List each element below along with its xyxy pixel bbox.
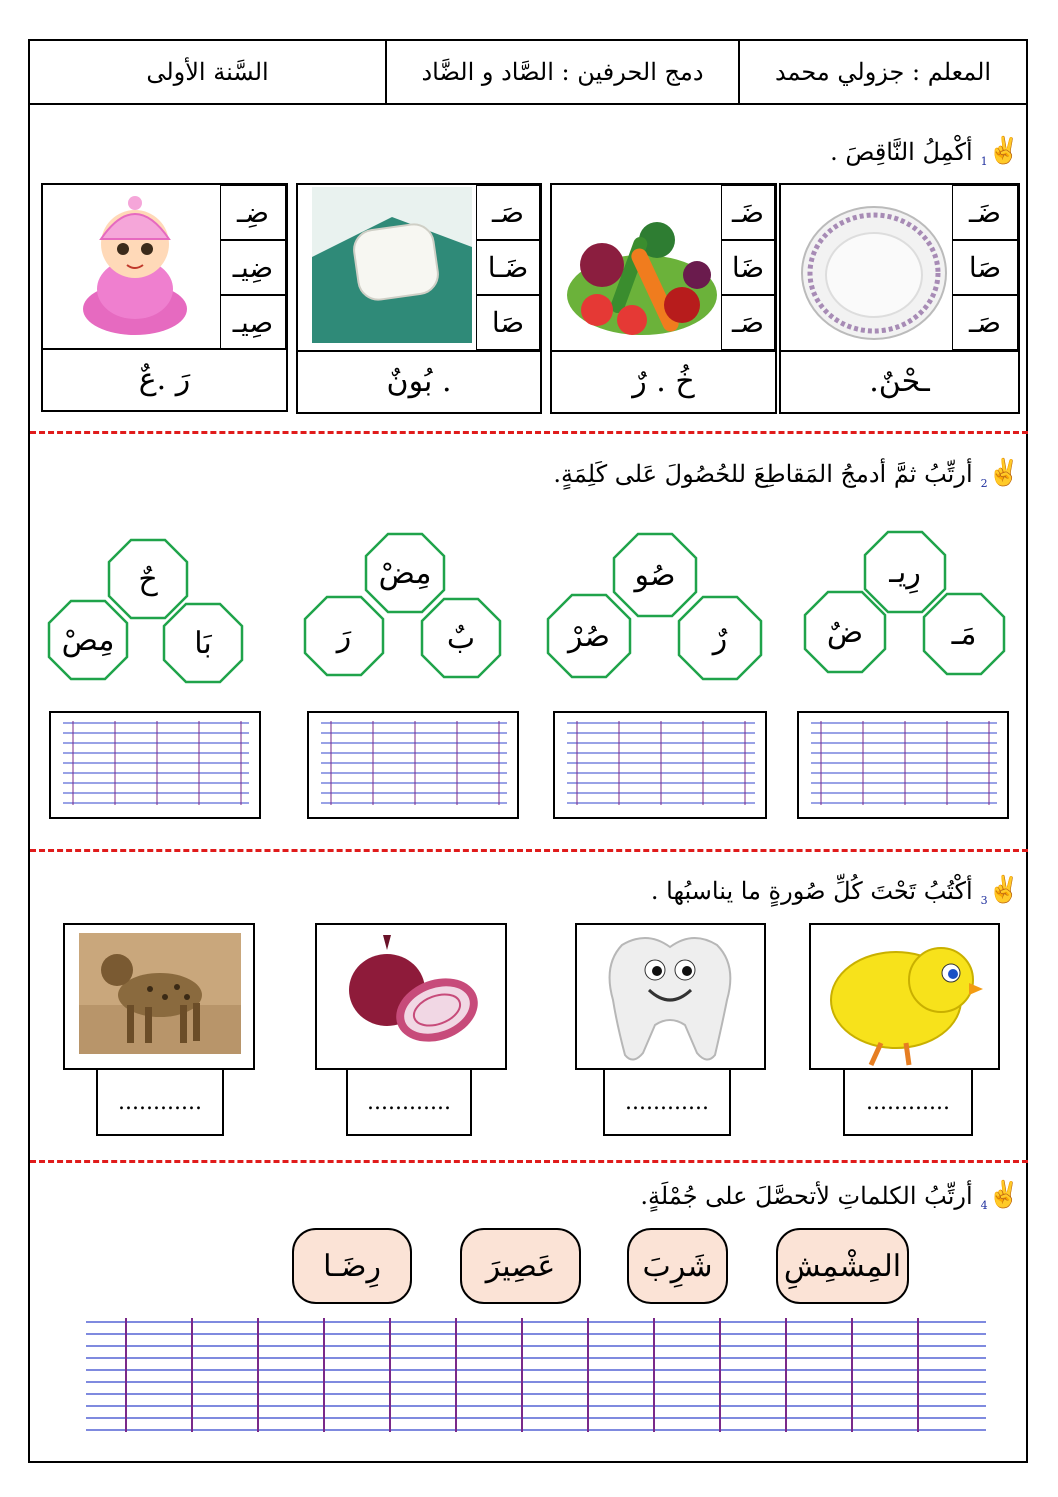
word-pill[interactable]: المِشْمِشِ [776, 1228, 909, 1304]
word-pill[interactable]: شَرِبَ [627, 1228, 728, 1304]
hyena-picture-frame [63, 923, 255, 1070]
tooth-image [577, 925, 764, 1068]
section-divider [30, 1160, 1028, 1163]
syllable-hexagon[interactable]: صُرْ [546, 593, 632, 679]
writing-grid[interactable] [797, 711, 1009, 819]
syllable-hexagon[interactable]: مَـ [922, 592, 1006, 676]
hyena-image [65, 925, 253, 1068]
option[interactable]: ضَا [721, 240, 775, 295]
writing-grid[interactable] [307, 711, 519, 819]
exercise2-header [553, 458, 1020, 490]
incomplete-word: رَ .عٌ [138, 361, 191, 397]
section-divider [30, 849, 1028, 852]
hand-number-icon: $✌_2$ [980, 458, 1020, 491]
option[interactable]: ضَـ [721, 185, 775, 240]
incomplete-word: خُ . رٌ [632, 363, 695, 399]
exercise1-card-plate [779, 183, 1020, 414]
syllable-hexagon[interactable]: مِصْ [47, 599, 129, 681]
onion-picture-frame [315, 923, 507, 1070]
exercise1-card-soap [296, 183, 542, 414]
exercise2-instruction: أرتِّبُ ثمَّ أدمجُ المَقاطِعَ للحُصُولَ عَلى كَلِمَةٍ. [553, 460, 973, 489]
chick-picture-frame [809, 923, 1000, 1070]
exercise1-header [830, 136, 1020, 168]
sentence-writing-lines[interactable] [86, 1318, 986, 1434]
option[interactable]: صَـ [721, 295, 775, 350]
syllable-hexagon[interactable]: رَ [303, 595, 385, 677]
incomplete-word: ـحْنٌ. [869, 363, 930, 399]
exercise1-card-vegetables [550, 183, 777, 414]
syllable-hexagon[interactable]: حٌ [107, 538, 189, 620]
teacher-name: المعلم : جزولي محمد [774, 58, 992, 86]
option[interactable]: صَا [952, 240, 1018, 295]
soap-image [312, 187, 472, 343]
onion-image [317, 925, 505, 1068]
lesson-topic: دمج الحرفين : الصَّاد و الضَّاد [421, 58, 704, 86]
answer-box[interactable]: ............ [346, 1068, 472, 1136]
writing-grid[interactable] [49, 711, 261, 819]
writing-grid[interactable] [553, 711, 767, 819]
option[interactable]: صَـ [476, 185, 540, 240]
hand-number-icon: $✌_3$ [980, 875, 1020, 908]
syllable-hexagon[interactable]: مِضْ [364, 532, 446, 614]
syllable-hexagon[interactable]: رٌ [677, 595, 763, 681]
exercise3-header [651, 875, 1020, 907]
answer-box[interactable]: ............ [603, 1068, 731, 1136]
plate-image [799, 193, 949, 343]
word-pill[interactable]: عَصِيرَ [460, 1228, 581, 1304]
hand-number-icon: $✌_1$ [980, 136, 1020, 169]
syllable-hexagon[interactable]: ضٌ [803, 590, 887, 674]
option[interactable]: ضَـا [476, 240, 540, 295]
option[interactable]: ضَـ [952, 185, 1018, 240]
baby-image [65, 189, 205, 339]
option[interactable]: ضِـ [220, 185, 286, 240]
answer-box[interactable]: ............ [96, 1068, 224, 1136]
hand-number-icon: $✌_4$ [980, 1180, 1020, 1213]
option[interactable]: صِيـ [220, 295, 286, 350]
section-divider [30, 431, 1028, 434]
exercise3-instruction: أكْتُبُ تَحْتَ كُلِّ صُورةٍ ما يناسبُها . [650, 877, 973, 906]
option[interactable]: صَـ [952, 295, 1018, 350]
chick-image [811, 925, 998, 1068]
teacher-cell [738, 39, 1028, 105]
tooth-picture-frame [575, 923, 766, 1070]
exercise4-header [640, 1180, 1020, 1212]
option[interactable]: صَا [476, 295, 540, 350]
syllable-hexagon[interactable]: بَا [162, 602, 244, 684]
option[interactable]: ضِيـ [220, 240, 286, 295]
year-cell [28, 39, 387, 105]
word-pill[interactable]: رِضَـا [292, 1228, 412, 1304]
incomplete-word: . بُونٌ [386, 363, 452, 399]
school-year: السَّنة الأولى [146, 58, 269, 86]
topic-cell [385, 39, 740, 105]
answer-box[interactable]: ............ [843, 1068, 973, 1136]
exercise1-instruction: أكْمِلُ النَّاقِصَ . [830, 138, 973, 167]
syllable-hexagon[interactable]: صُو [612, 532, 698, 618]
syllable-hexagon[interactable]: رِيـ [863, 530, 947, 614]
syllable-hexagon[interactable]: بٌ [420, 597, 502, 679]
exercise1-card-baby [41, 183, 288, 412]
vegetables-image [562, 185, 722, 345]
exercise4-instruction: أرتِّبُ الكلماتِ لأتحصَّلَ على جُمْلَةٍ. [640, 1182, 973, 1211]
